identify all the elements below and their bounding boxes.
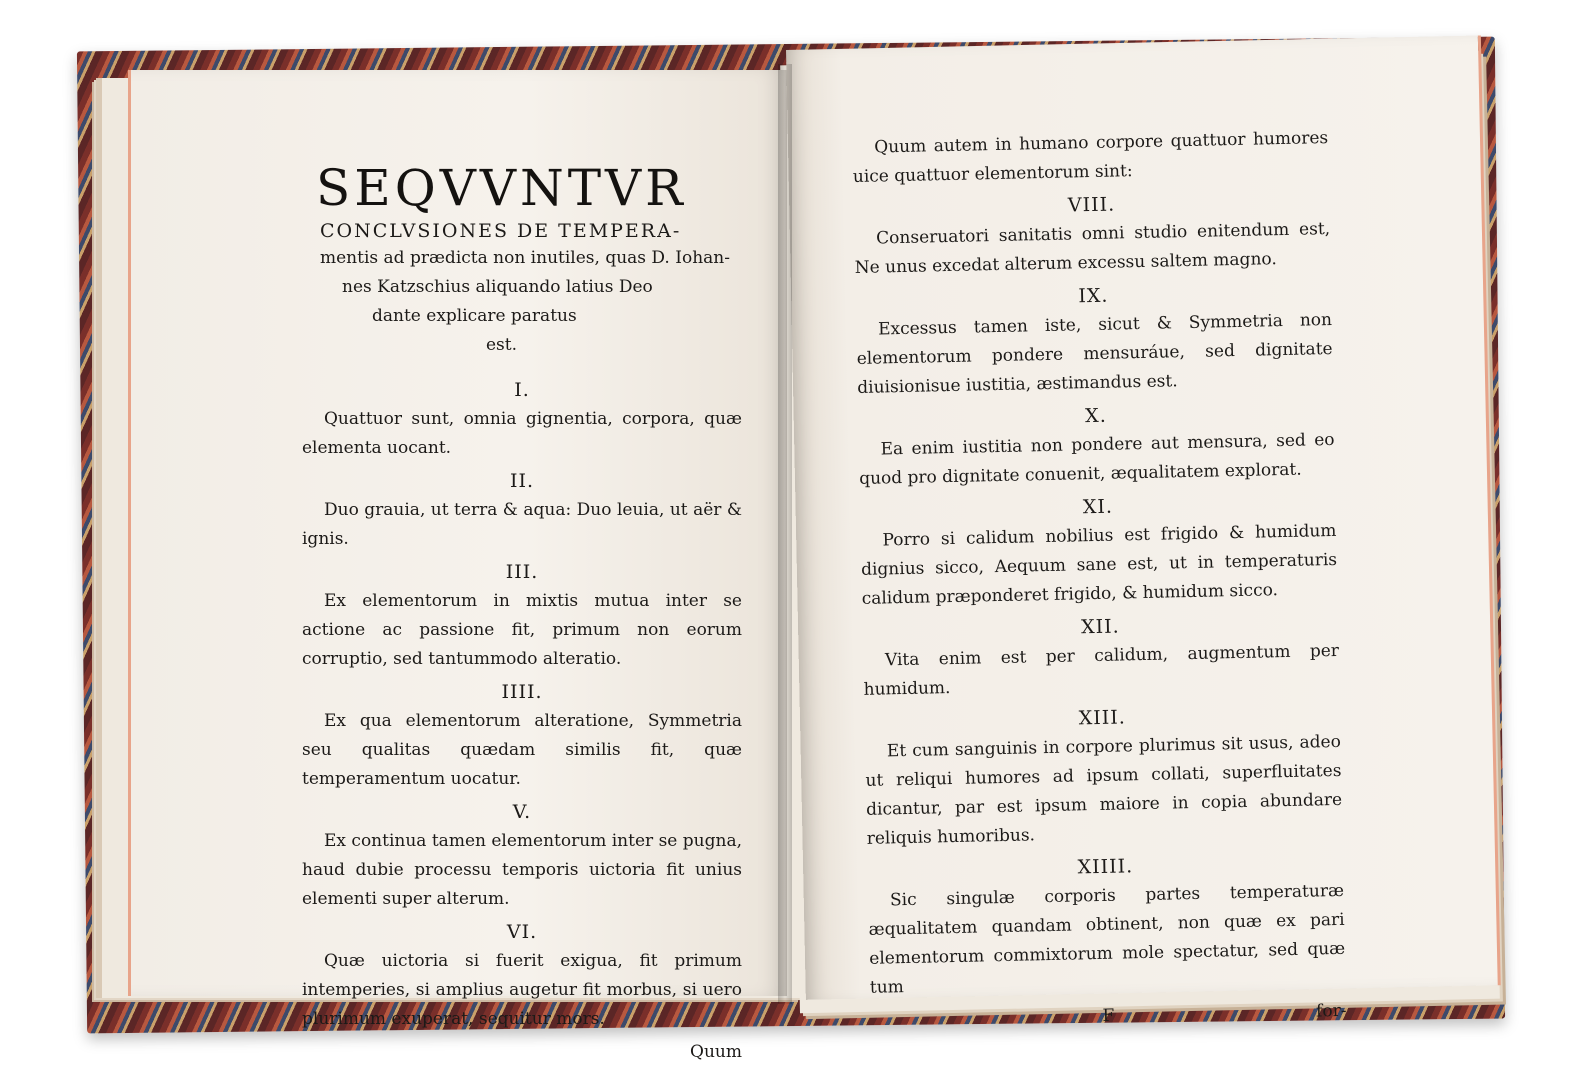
section-text: Duo grauia, ut terra & aqua: Duo leuia, ut aër & ignis. <box>302 500 742 549</box>
section-number: VI. <box>506 921 538 943</box>
section-number: IIII. <box>501 681 543 703</box>
opening-paragraph: Quum autem in humano corpore quattuor humores uice quattuor elementorum sint: <box>852 128 1329 187</box>
section-text: Ex qua elementorum alteratione, Symmetria seu qualitas quædam similis fit, quæ temperamentum uocatur. <box>302 711 742 789</box>
section-number: XII. <box>1080 615 1120 639</box>
section-number: X. <box>1084 404 1107 428</box>
section-text: Quattuor sunt, omnia gignentia, corpora, quæ elementa uocant. <box>302 409 742 458</box>
intro-line: mentis ad prædicta non inutiles, quas D. Iohan- <box>320 248 730 268</box>
section-text: Conseruatori sanitatis omni studio enitendum est, Ne unus excedat alterum excessu saltem magno. <box>854 219 1331 278</box>
section-number: XIII. <box>1078 706 1127 730</box>
catchword: for- <box>1315 1000 1347 1022</box>
page-title: SEQVVNTVR <box>316 159 687 217</box>
signature-mark: F <box>1102 1005 1115 1026</box>
section-number: VIII. <box>1067 193 1116 217</box>
intro-line: nes Katzschius aliquando latius Deo <box>342 277 653 297</box>
section-number: XI. <box>1082 495 1114 519</box>
section-number: I. <box>514 379 530 401</box>
section-text: Et cum sanguinis in corpore plurimus sit usus, adeo ut reliqui humores ad ipsum collati, superfluitates dicantur, par est ipsum maiore in copia abundare reliquis humoribus. <box>865 731 1343 849</box>
section-text: Ex elementorum in mixtis mutua inter se actione ac passione fit, primum non eorum corruptio, sed tantummodo alteratio. <box>302 591 742 669</box>
section-number: XIIII. <box>1077 855 1134 879</box>
intro-paragraph <box>302 244 742 360</box>
catchword: Quum <box>690 1042 742 1062</box>
section-number: II. <box>509 470 535 492</box>
book-gutter <box>778 64 792 1004</box>
section-text: Ex continua tamen elementorum inter se pugna, haud dubie processu temporis uictoria fit unius elementi super alterum. <box>302 831 742 909</box>
section-text: Sic singulæ corporis partes temperaturæ æqualitatem quandam obtinent, non quæ ex pari elementorum commixtorum mole spectatur, sed quæ tum <box>868 880 1346 998</box>
section-text: Excessus tamen iste, sicut & Symmetria non elementorum pondere mensuráue, sed dignitate diuisionisue iustitia, æstimandus est. <box>856 309 1333 398</box>
section-text: Ea enim iustitia non pondere aut mensura, sed eo quod pro dignitate conuenit, æqualitatem explorat. <box>859 429 1335 489</box>
page-footer <box>870 997 1347 1036</box>
section-number: IX. <box>1078 284 1109 308</box>
intro-line: est. <box>486 335 518 355</box>
section-text: Vita enim est per calidum, augmentum per humidum. <box>863 640 1340 700</box>
section-text: Quæ uictoria si fuerit exigua, fit primum intemperies, si amplius augetur fit morbus, si uero plurimum exuperat, sequitur mors. <box>302 951 742 1029</box>
section-number: III. <box>505 561 539 583</box>
section-number: V. <box>512 801 532 823</box>
page-subtitle: CONCLVSIONES DE TEMPERA- <box>320 220 682 242</box>
right-page-text <box>852 124 1347 1036</box>
left-page-text <box>302 160 742 1067</box>
intro-line: dante explicare paratus <box>372 306 577 326</box>
section-text: Porro si calidum nobilius est frigido & humidum dignius sicco, Aequum sane est, ut in temperaturis calidum præponderet frigido, & humidum sicco. <box>860 520 1338 609</box>
